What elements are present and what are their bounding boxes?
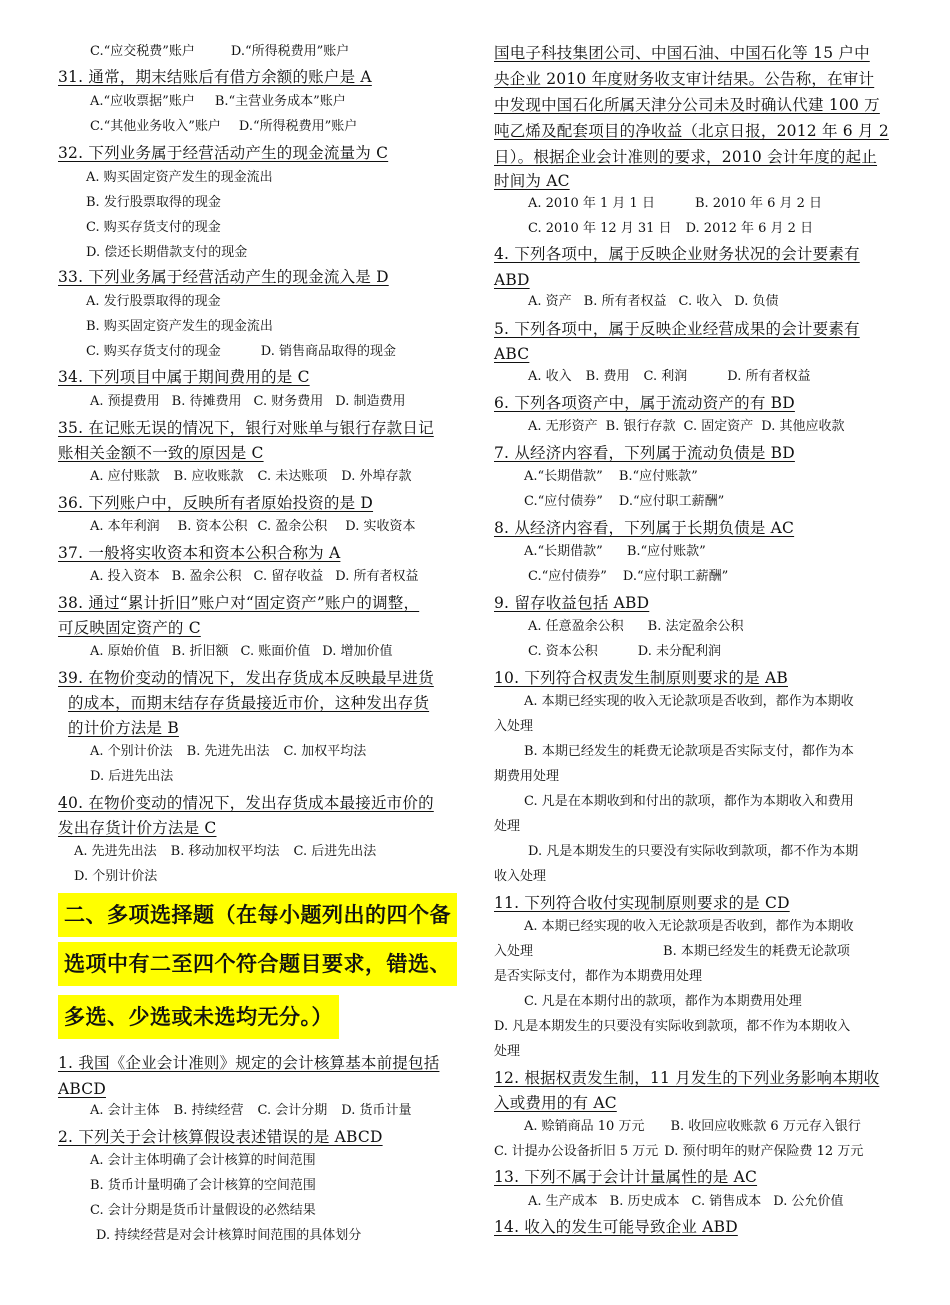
option-row: [528, 642, 721, 662]
option: A.“应收票据”账户: [90, 94, 195, 109]
option-row: [86, 342, 396, 362]
option: C. 计提办公设备折旧 5 万元: [494, 1144, 659, 1159]
question-36: 36. 下列账户中，反映所有者原始投资的是 D: [58, 494, 374, 512]
option: B. 法定盈余公积: [647, 619, 744, 634]
option: C. 资本公积: [528, 644, 598, 659]
option: B. 移动加权平均法: [170, 844, 280, 859]
option: B. 历史成本: [609, 1194, 680, 1209]
option: A. 先进先出法: [74, 844, 157, 859]
option: B. 费用: [585, 369, 630, 384]
mq-10: 10. 下列符合权责发生制原则要求的是 AB: [494, 669, 788, 687]
option: D. 制造费用: [335, 394, 406, 409]
mq-12-line1: 12. 根据权责发生制，11 月发生的下列业务影响本期收: [494, 1069, 880, 1087]
option-row: [90, 517, 415, 537]
option-row: [90, 42, 349, 62]
option: D. 公允价值: [773, 1194, 844, 1209]
option: B. 购买固定资产发生的现金流出: [86, 319, 273, 334]
option: A. 生产成本: [528, 1194, 598, 1209]
question-35-line2: 账相关金额不一致的原因是 C: [58, 444, 264, 462]
question-31: 31. 通常，期末结账后有借方余额的账户是 A: [58, 68, 372, 86]
section-heading-line3: 多选、少选或未选均无分。）: [58, 995, 339, 1039]
option: C.“其他业务收入”账户: [90, 119, 221, 134]
option-line: 期费用处理: [494, 769, 560, 784]
option-row: [528, 617, 743, 637]
question-32: 32. 下列业务属于经营活动产生的现金流量为 C: [58, 144, 389, 162]
mq-11: 11. 下列符合收付实现制原则要求的是 CD: [494, 894, 790, 912]
question-40-line1: 40. 在物价变动的情况下，发出存货成本最接近市价的: [58, 794, 434, 812]
option: D. 持续经营是对会计核算时间范围的具体划分: [96, 1228, 362, 1243]
option: D. 偿还长期借款支付的现金: [86, 245, 248, 260]
option-line: D. 凡是本期发生的只要没有实际收到款项，都不作为本期: [528, 844, 859, 859]
option-line: 收入处理: [494, 869, 547, 884]
option-line-row: [494, 942, 850, 962]
option: C. 财务费用: [253, 394, 324, 409]
option-row: [524, 1117, 861, 1137]
option-line: C. 凡是在本期付出的款项，都作为本期费用处理: [524, 994, 802, 1009]
question-38-line1: 38. 通过“累计折旧”账户对“固定资产”账户的调整，: [58, 594, 420, 612]
option-row: [90, 467, 411, 487]
option-row: [528, 194, 822, 214]
option: D.“应付职工薪酬”: [622, 569, 729, 584]
option: C.“应付债券”: [528, 569, 607, 584]
option-row: [528, 219, 813, 239]
mq-4-line2: ABD: [494, 271, 530, 289]
option-row: [90, 92, 346, 112]
option: C. 账面价值: [240, 644, 311, 659]
option-row: [528, 567, 728, 587]
option-row: [90, 1101, 411, 1121]
option: C. 未达账项: [257, 469, 328, 484]
option: A. 任意盈余公积: [528, 619, 624, 634]
option: A. 个别计价法: [90, 744, 173, 759]
option: A. 投入资本: [90, 569, 160, 584]
mq-12-line2: 入或费用的有 AC: [494, 1094, 617, 1112]
option: C. 固定资产: [683, 419, 754, 434]
mq-1-line2: ABCD: [58, 1080, 106, 1098]
option: D. 负债: [734, 294, 779, 309]
option: D. 实收资本: [345, 519, 416, 534]
option-line: D. 凡是本期发生的只要没有实际收到款项，都不作为本期收入: [494, 1019, 851, 1034]
option: C. 会计分期是货币计量假设的必然结果: [90, 1203, 316, 1218]
option: B. 应收账款: [173, 469, 244, 484]
option: D.“所得税费用”账户: [238, 119, 358, 134]
option-row: [524, 467, 698, 487]
option: A. 收入: [528, 369, 572, 384]
option: D. 预付明年的财产保险费 12 万元: [664, 1144, 864, 1159]
mq-5-line2: ABC: [494, 345, 530, 363]
option: C. 会计分期: [257, 1103, 328, 1118]
question-37: 37. 一般将实收资本和资本公积合称为 A: [58, 544, 341, 562]
mq-9: 9. 留存收益包括 ABD: [494, 594, 650, 612]
option: C. 收入: [678, 294, 723, 309]
option: D. 个别计价法: [74, 869, 158, 884]
option-row: [90, 742, 366, 762]
option-line: B. 本期已经发生的耗费无论款项是否实际支付，都作为本: [524, 744, 854, 759]
option: A. 会计主体明确了会计核算的时间范围: [90, 1153, 316, 1168]
option: D. 货币计量: [341, 1103, 412, 1118]
mq-3-line: 时间为 AC: [494, 172, 570, 190]
option: B. 资本公积: [177, 519, 248, 534]
option: A. 会计主体: [90, 1103, 160, 1118]
option: C. 购买存货支付的现金: [86, 344, 221, 359]
mq-7: 7. 从经济内容看，下列属于流动负债是 BD: [494, 444, 795, 462]
option: C. 留存收益: [253, 569, 324, 584]
option-row: [494, 1142, 863, 1162]
option-row: [90, 567, 418, 587]
option: B. 持续经营: [173, 1103, 244, 1118]
section-heading-line2: 选项中有二至四个符合题目要求，错选、: [58, 942, 457, 986]
question-38-line2: 可反映固定资产的 C: [58, 619, 201, 637]
option: C. 购买存货支付的现金: [86, 220, 221, 235]
option: B. 所有者权益: [583, 294, 667, 309]
option: A.“长期借款”: [524, 469, 603, 484]
option-line: 是否实际支付，都作为本期费用处理: [494, 969, 703, 984]
option: A. 发行股票取得的现金: [86, 294, 221, 309]
option: C. 销售成本: [691, 1194, 762, 1209]
mq-3-line: 中发现中国石化所属天津分公司未及时确认代建 100 万: [494, 96, 880, 114]
option-row: [90, 117, 357, 137]
mq-3-line: 吨乙烯及配套项目的净收益（北京日报，2012 年 6 月 2: [494, 122, 889, 140]
option: C.“应交税费”账户: [90, 44, 195, 59]
option: B. 发行股票取得的现金: [86, 195, 221, 210]
option: A.“长期借款”: [524, 544, 603, 559]
option: A. 预提费用: [90, 394, 160, 409]
option: B. 待摊费用: [171, 394, 242, 409]
option-line: A. 本期已经实现的收入无论款项是否收到，都作为本期收: [524, 919, 854, 934]
question-34: 34. 下列项目中属于期间费用的是 C: [58, 368, 310, 386]
option-row: [524, 542, 706, 562]
option: D. 外埠存款: [341, 469, 412, 484]
mq-3-line: 日）。根据企业会计准则的要求，2010 会计年度的起止: [494, 148, 878, 166]
option: D.“应付职工薪酬”: [618, 494, 725, 509]
option: C. 加权平均法: [283, 744, 367, 759]
option: A. 本年利润: [90, 519, 160, 534]
option: B. 货币计量明确了会计核算的空间范围: [90, 1178, 316, 1193]
option-line: 处理: [494, 1044, 521, 1059]
option-row: [524, 492, 724, 512]
option: B. 2010 年 6 月 2 日: [694, 196, 823, 211]
option: B. 盈余公积: [171, 569, 242, 584]
option: D. 后进先出法: [90, 769, 174, 784]
question-39-line1: 39. 在物价变动的情况下，发出存货成本反映最早进货: [58, 669, 434, 687]
option: B.“应付账款”: [626, 544, 706, 559]
question-39-line2: 的成本，而期末结存存货最接近市价，这种发出存货: [68, 694, 430, 712]
mq-13: 13. 下列不属于会计计量属性的是 AC: [494, 1168, 758, 1186]
option: C. 利润: [643, 369, 688, 384]
option: D. 未分配利润: [637, 644, 721, 659]
mq-3-line: 央企业 2010 年度财务收支审计结果。公告称，在审计: [494, 70, 875, 88]
mq-5-line1: 5. 下列各项中，属于反映企业经营成果的会计要素有: [494, 320, 860, 338]
option: D. 所有者权益: [335, 569, 419, 584]
option: A. 应付账款: [90, 469, 160, 484]
option: B. 折旧额: [171, 644, 229, 659]
option: C. 后进先出法: [293, 844, 377, 859]
mq-6: 6. 下列各项资产中，属于流动资产的有 BD: [494, 394, 795, 412]
option-line: B. 本期已经发生的耗费无论款项: [663, 944, 850, 959]
option-row: [90, 392, 405, 412]
option: A. 资产: [528, 294, 572, 309]
option: C. 2010 年 12 月 31 日: [528, 221, 672, 236]
mq-14: 14. 收入的发生可能导致企业 ABD: [494, 1218, 738, 1236]
option-row: [528, 417, 844, 437]
option-line: A. 本期已经实现的收入无论款项是否收到，都作为本期收: [524, 694, 854, 709]
option-row: [74, 842, 376, 862]
option: D. 其他应收款: [761, 419, 845, 434]
option: B.“应付账款”: [618, 469, 698, 484]
option: A. 原始价值: [90, 644, 160, 659]
mq-3-line: 国电子科技集团公司、中国石油、中国石化等 15 户中: [494, 44, 870, 62]
option: D.“所得税费用”账户: [230, 44, 350, 59]
option: B. 收回应收账款 6 万元存入银行: [670, 1119, 861, 1134]
section-heading-line1: 二、多项选择题（在每小题列出的四个备: [58, 893, 457, 937]
option: D. 增加价值: [322, 644, 393, 659]
option-line: 入处理: [494, 719, 534, 734]
option: A. 2010 年 1 月 1 日: [528, 196, 655, 211]
mq-4-line1: 4. 下列各项中，属于反映企业财务状况的会计要素有: [494, 245, 860, 263]
mq-2: 2. 下列关于会计核算假设表述错误的是 ABCD: [58, 1128, 383, 1146]
mq-8: 8. 从经济内容看，下列属于长期负债是 AC: [494, 519, 795, 537]
option: D. 2012 年 6 月 2 日: [685, 221, 814, 236]
option: C.“应付债券”: [524, 494, 603, 509]
question-33: 33. 下列业务属于经营活动产生的现金流入是 D: [58, 268, 389, 286]
option-row: [90, 642, 392, 662]
option-line: 入处理: [494, 944, 534, 959]
option: B. 银行存款: [605, 419, 676, 434]
option: A. 无形资产: [528, 419, 598, 434]
option: A. 赊销商品 10 万元: [524, 1119, 645, 1134]
option: C. 盈余公积: [257, 519, 328, 534]
option: B.“主营业务成本”账户: [214, 94, 346, 109]
option-row: [528, 1192, 843, 1212]
mq-1-line1: 1. 我国《企业会计准则》规定的会计核算基本前提包括: [58, 1054, 440, 1072]
option-row: [528, 292, 778, 312]
option: D. 所有者权益: [727, 369, 811, 384]
option: D. 销售商品取得的现金: [260, 344, 396, 359]
question-39-line3: 的计价方法是 B: [68, 719, 179, 737]
question-35-line1: 35. 在记账无误的情况下，银行对账单与银行存款日记: [58, 419, 434, 437]
option: A. 购买固定资产发生的现金流出: [86, 170, 273, 185]
option: B. 先进先出法: [186, 744, 270, 759]
question-40-line2: 发出存货计价方法是 C: [58, 819, 217, 837]
option-line: C. 凡是在本期收到和付出的款项，都作为本期收入和费用: [524, 794, 854, 809]
option-line: 处理: [494, 819, 521, 834]
option-row: [528, 367, 810, 387]
